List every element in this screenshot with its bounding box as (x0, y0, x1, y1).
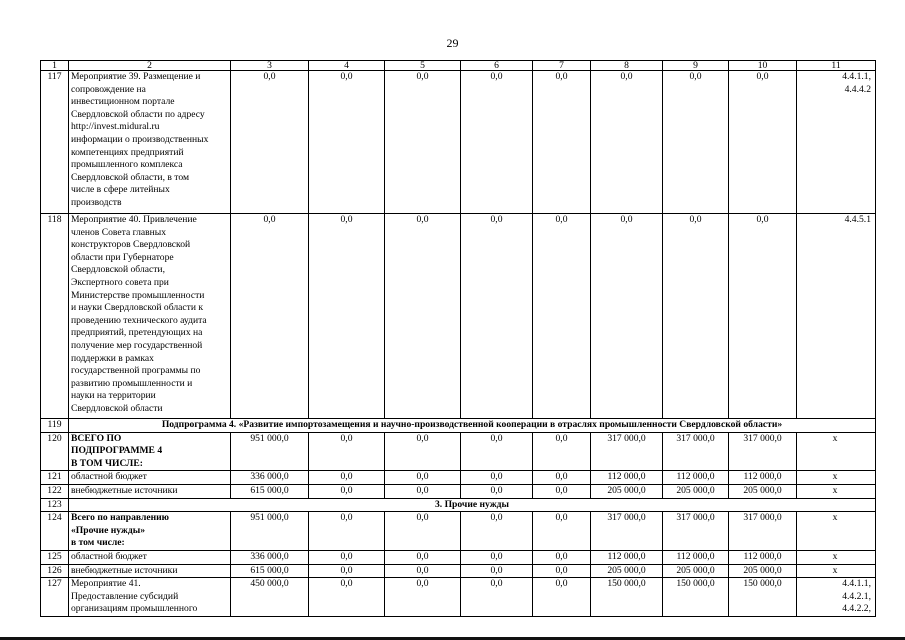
row-number: 123 (41, 498, 69, 512)
table-row (41, 550, 876, 564)
amount-cell: 951 000,0 (231, 432, 309, 471)
table-row (41, 419, 876, 433)
amount-cell: 0,0 (309, 512, 385, 551)
target-ref: 4.4.1.1, 4.4.2.1, 4.4.2.2, (797, 578, 876, 617)
amount-cell: 0,0 (591, 71, 663, 214)
item-name: ВСЕГО ПО ПОДПРОГРАММЕ 4 В ТОМ ЧИСЛЕ: (69, 432, 231, 471)
section-heading: Подпрограмма 4. «Развитие импортозамещения и научно-производственной кооперации в отраслях промышленности Свердловской области» (69, 419, 876, 433)
column-header: 4 (309, 61, 385, 71)
amount-cell: 112 000,0 (591, 471, 663, 485)
item-name: внебюджетные источники (69, 564, 231, 578)
table-row (41, 484, 876, 498)
target-ref: х (797, 512, 876, 551)
target-ref: х (797, 564, 876, 578)
amount-cell: 615 000,0 (231, 484, 309, 498)
amount-cell: 0,0 (385, 550, 461, 564)
amount-cell: 0,0 (729, 71, 797, 214)
column-header: 10 (729, 61, 797, 71)
page-number: 29 (446, 36, 459, 50)
amount-cell: 205 000,0 (663, 484, 729, 498)
amount-cell: 0,0 (309, 578, 385, 617)
table-row (41, 498, 876, 512)
amount-cell: 0,0 (461, 71, 533, 214)
item-name: Мероприятие 40. Привлечение членов Совета главных конструкторов Свердловской области при Губернаторе Свердловской области, Экспертного совета при Министерстве промышленности и науки Свердловской области к проведению технического аудита предприятий, претендующих на получение мер государственной поддержки в рамках государственной программы по развитию промышленности и науки на территории Свердловской области (69, 214, 231, 419)
table-row (41, 71, 876, 214)
amount-cell: 0,0 (461, 484, 533, 498)
amount-cell: 0,0 (231, 214, 309, 419)
item-name: Мероприятие 39. Размещение и сопровождение на инвестиционном портале Свердловской области по адресу http://invest.midural.ru информации о производственных компетенциях предприятий промышленного комплекса Свердловской области, в том числе в сфере литейных производств (69, 71, 231, 214)
amount-cell: 205 000,0 (729, 564, 797, 578)
item-name: областной бюджет (69, 471, 231, 485)
row-number: 119 (41, 419, 69, 433)
row-number: 127 (41, 578, 69, 617)
section-heading: 3. Прочие нужды (69, 498, 876, 512)
amount-cell: 205 000,0 (591, 484, 663, 498)
row-number: 122 (41, 484, 69, 498)
amount-cell: 112 000,0 (729, 471, 797, 485)
amount-cell: 0,0 (663, 214, 729, 419)
amount-cell: 150 000,0 (591, 578, 663, 617)
target-ref: х (797, 471, 876, 485)
amount-cell: 112 000,0 (729, 550, 797, 564)
amount-cell: 205 000,0 (663, 564, 729, 578)
amount-cell: 150 000,0 (729, 578, 797, 617)
target-ref: 4.4.1.1, 4.4.4.2 (797, 71, 876, 214)
amount-cell: 0,0 (385, 471, 461, 485)
amount-cell: 0,0 (663, 71, 729, 214)
table-row (41, 471, 876, 485)
table-row (41, 512, 876, 551)
amount-cell: 0,0 (591, 214, 663, 419)
column-header: 6 (461, 61, 533, 71)
amount-cell: 0,0 (385, 484, 461, 498)
amount-cell: 0,0 (309, 471, 385, 485)
amount-cell: 0,0 (309, 550, 385, 564)
item-name: областной бюджет (69, 550, 231, 564)
amount-cell: 0,0 (729, 214, 797, 419)
amount-cell: 0,0 (461, 578, 533, 617)
target-ref: х (797, 550, 876, 564)
amount-cell: 0,0 (533, 578, 591, 617)
amount-cell: 0,0 (309, 484, 385, 498)
amount-cell: 150 000,0 (663, 578, 729, 617)
amount-cell: 0,0 (385, 564, 461, 578)
table-row (41, 578, 876, 617)
row-number: 121 (41, 471, 69, 485)
amount-cell: 0,0 (231, 71, 309, 214)
item-name: Всего по направлению «Прочие нужды» в том числе: (69, 512, 231, 551)
column-header: 3 (231, 61, 309, 71)
row-number: 126 (41, 564, 69, 578)
amount-cell: 317 000,0 (729, 512, 797, 551)
amount-cell: 0,0 (385, 512, 461, 551)
amount-cell: 0,0 (461, 471, 533, 485)
amount-cell: 317 000,0 (591, 432, 663, 471)
amount-cell: 0,0 (533, 214, 591, 419)
amount-cell: 0,0 (309, 71, 385, 214)
amount-cell: 0,0 (461, 214, 533, 419)
column-header: 2 (69, 61, 231, 71)
amount-cell: 317 000,0 (663, 432, 729, 471)
amount-cell: 112 000,0 (663, 550, 729, 564)
amount-cell: 0,0 (533, 484, 591, 498)
amount-cell: 0,0 (461, 550, 533, 564)
amount-cell: 0,0 (533, 71, 591, 214)
row-number: 120 (41, 432, 69, 471)
amount-cell: 0,0 (461, 432, 533, 471)
amount-cell: 0,0 (309, 564, 385, 578)
amount-cell: 0,0 (533, 471, 591, 485)
row-number: 124 (41, 512, 69, 551)
target-ref: х (797, 484, 876, 498)
amount-cell: 0,0 (533, 432, 591, 471)
amount-cell: 0,0 (533, 512, 591, 551)
column-header: 1 (41, 61, 69, 71)
table-row (41, 432, 876, 471)
amount-cell: 450 000,0 (231, 578, 309, 617)
column-header: 5 (385, 61, 461, 71)
amount-cell: 336 000,0 (231, 550, 309, 564)
amount-cell: 0,0 (309, 432, 385, 471)
amount-cell: 112 000,0 (663, 471, 729, 485)
amount-cell: 112 000,0 (591, 550, 663, 564)
amount-cell: 317 000,0 (729, 432, 797, 471)
target-ref: х (797, 432, 876, 471)
amount-cell: 0,0 (385, 214, 461, 419)
column-number-row (41, 61, 876, 71)
target-ref: 4.4.5.1 (797, 214, 876, 419)
amount-cell: 0,0 (533, 564, 591, 578)
amount-cell: 0,0 (533, 550, 591, 564)
column-header: 7 (533, 61, 591, 71)
amount-cell: 0,0 (385, 578, 461, 617)
amount-cell: 317 000,0 (591, 512, 663, 551)
column-header: 8 (591, 61, 663, 71)
amount-cell: 205 000,0 (729, 484, 797, 498)
column-header: 11 (797, 61, 876, 71)
amount-cell: 0,0 (385, 432, 461, 471)
amount-cell: 0,0 (385, 71, 461, 214)
item-name: внебюджетные источники (69, 484, 231, 498)
budget-table (40, 60, 876, 617)
table-row (41, 214, 876, 419)
row-number: 118 (41, 214, 69, 419)
amount-cell: 0,0 (309, 214, 385, 419)
table-row (41, 564, 876, 578)
amount-cell: 336 000,0 (231, 471, 309, 485)
amount-cell: 615 000,0 (231, 564, 309, 578)
row-number: 117 (41, 71, 69, 214)
item-name: Мероприятие 41. Предоставление субсидий организациям промышленного (69, 578, 231, 617)
amount-cell: 0,0 (461, 564, 533, 578)
amount-cell: 317 000,0 (663, 512, 729, 551)
row-number: 125 (41, 550, 69, 564)
amount-cell: 0,0 (461, 512, 533, 551)
amount-cell: 205 000,0 (591, 564, 663, 578)
column-header: 9 (663, 61, 729, 71)
amount-cell: 951 000,0 (231, 512, 309, 551)
